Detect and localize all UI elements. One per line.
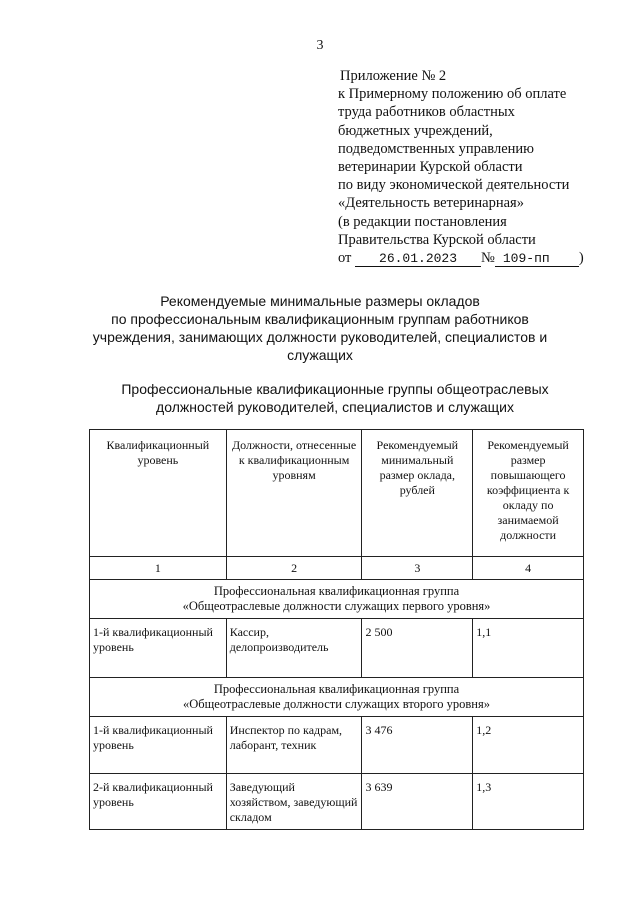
group-header-row — [90, 678, 584, 717]
document-title — [0, 292, 640, 364]
annex-line: подведомственных управлению — [338, 140, 534, 157]
table-row — [90, 774, 584, 830]
column-number: 2 — [226, 557, 362, 580]
group-title-line: Профессиональная квалификационная группа — [213, 682, 460, 696]
positions-cell: Кассир, делопроизводитель — [226, 619, 362, 678]
annex-line: Правительства Курской области — [338, 231, 536, 248]
coefficient-cell: 1,2 — [473, 717, 584, 774]
annex-line: Приложение № 2 — [340, 68, 447, 84]
positions-cell: Инспектор по кадрам, лаборант, техник — [226, 717, 362, 774]
level-cell: 1-й квалификационный уровень — [90, 717, 227, 774]
header-cell: Должности, отнесенные к квалификационным уровням — [226, 430, 362, 557]
positions-cell: Заведующий хозяйством, заведующий складом — [226, 774, 362, 830]
annex-line: труда работников областных — [338, 104, 515, 121]
annex-line: бюджетных учреждений, — [338, 122, 493, 139]
column-number: 1 — [90, 557, 227, 580]
annex-line: (в редакции постановления — [338, 213, 507, 230]
title-line: служащих — [287, 347, 353, 363]
resolution-date: 26.01.2023 — [355, 251, 481, 267]
salary-table — [89, 429, 584, 830]
table-header-row — [90, 430, 584, 557]
group-title — [90, 580, 584, 619]
title-line: по профессиональным квалификационным группам работников — [111, 311, 529, 327]
column-number: 4 — [473, 557, 584, 580]
resolution-reference — [338, 249, 628, 267]
number-label: № — [481, 250, 495, 267]
level-cell: 1-й квалификационный уровень — [90, 619, 227, 678]
close-paren: ) — [578, 250, 584, 267]
group-title-line: «Общеотраслевые должности служащих первого уровня» — [182, 599, 491, 613]
salary-cell: 2 500 — [362, 619, 473, 678]
column-number: 3 — [362, 557, 473, 580]
annex-line: «Деятельность ветеринарная» — [338, 195, 524, 212]
annex-header — [338, 67, 628, 267]
header-cell: Рекомендуемый минимальный размер оклада, рублей — [362, 430, 473, 557]
table-row — [90, 717, 584, 774]
coefficient-cell: 1,3 — [473, 774, 584, 830]
title-line: Рекомендуемые минимальные размеры окладов — [160, 293, 480, 309]
header-cell: Квалификационный уровень — [90, 430, 227, 557]
group-header-row — [90, 580, 584, 619]
page-number: 3 — [316, 38, 324, 53]
annex-line: ветеринарии Курской области — [338, 159, 523, 176]
group-title — [90, 678, 584, 717]
column-number-row — [90, 557, 584, 580]
subtitle-line: Профессиональные квалификационные группы общеотраслевых — [121, 381, 549, 397]
group-title-line: «Общеотраслевые должности служащих второго уровня» — [183, 697, 490, 711]
resolution-number: 109-пп — [495, 251, 579, 267]
section-subtitle — [0, 380, 640, 416]
title-line: учреждения, занимающих должности руководителей, специалистов и — [92, 329, 548, 345]
table-row — [90, 619, 584, 678]
salary-cell: 3 476 — [362, 717, 473, 774]
subtitle-line: должностей руководителей, специалистов и служащих — [156, 399, 514, 415]
coefficient-cell: 1,1 — [473, 619, 584, 678]
from-label: от — [338, 250, 352, 267]
header-cell: Рекомендуемый размер повышающего коэффициента к окладу по занимаемой должности — [473, 430, 584, 557]
level-cell: 2-й квалификационный уровень — [90, 774, 227, 830]
annex-line: к Примерному положению об оплате — [338, 86, 567, 103]
group-title-line: Профессиональная квалификационная группа — [213, 584, 460, 598]
salary-cell: 3 639 — [362, 774, 473, 830]
annex-line: по виду экономической деятельности — [338, 177, 570, 194]
